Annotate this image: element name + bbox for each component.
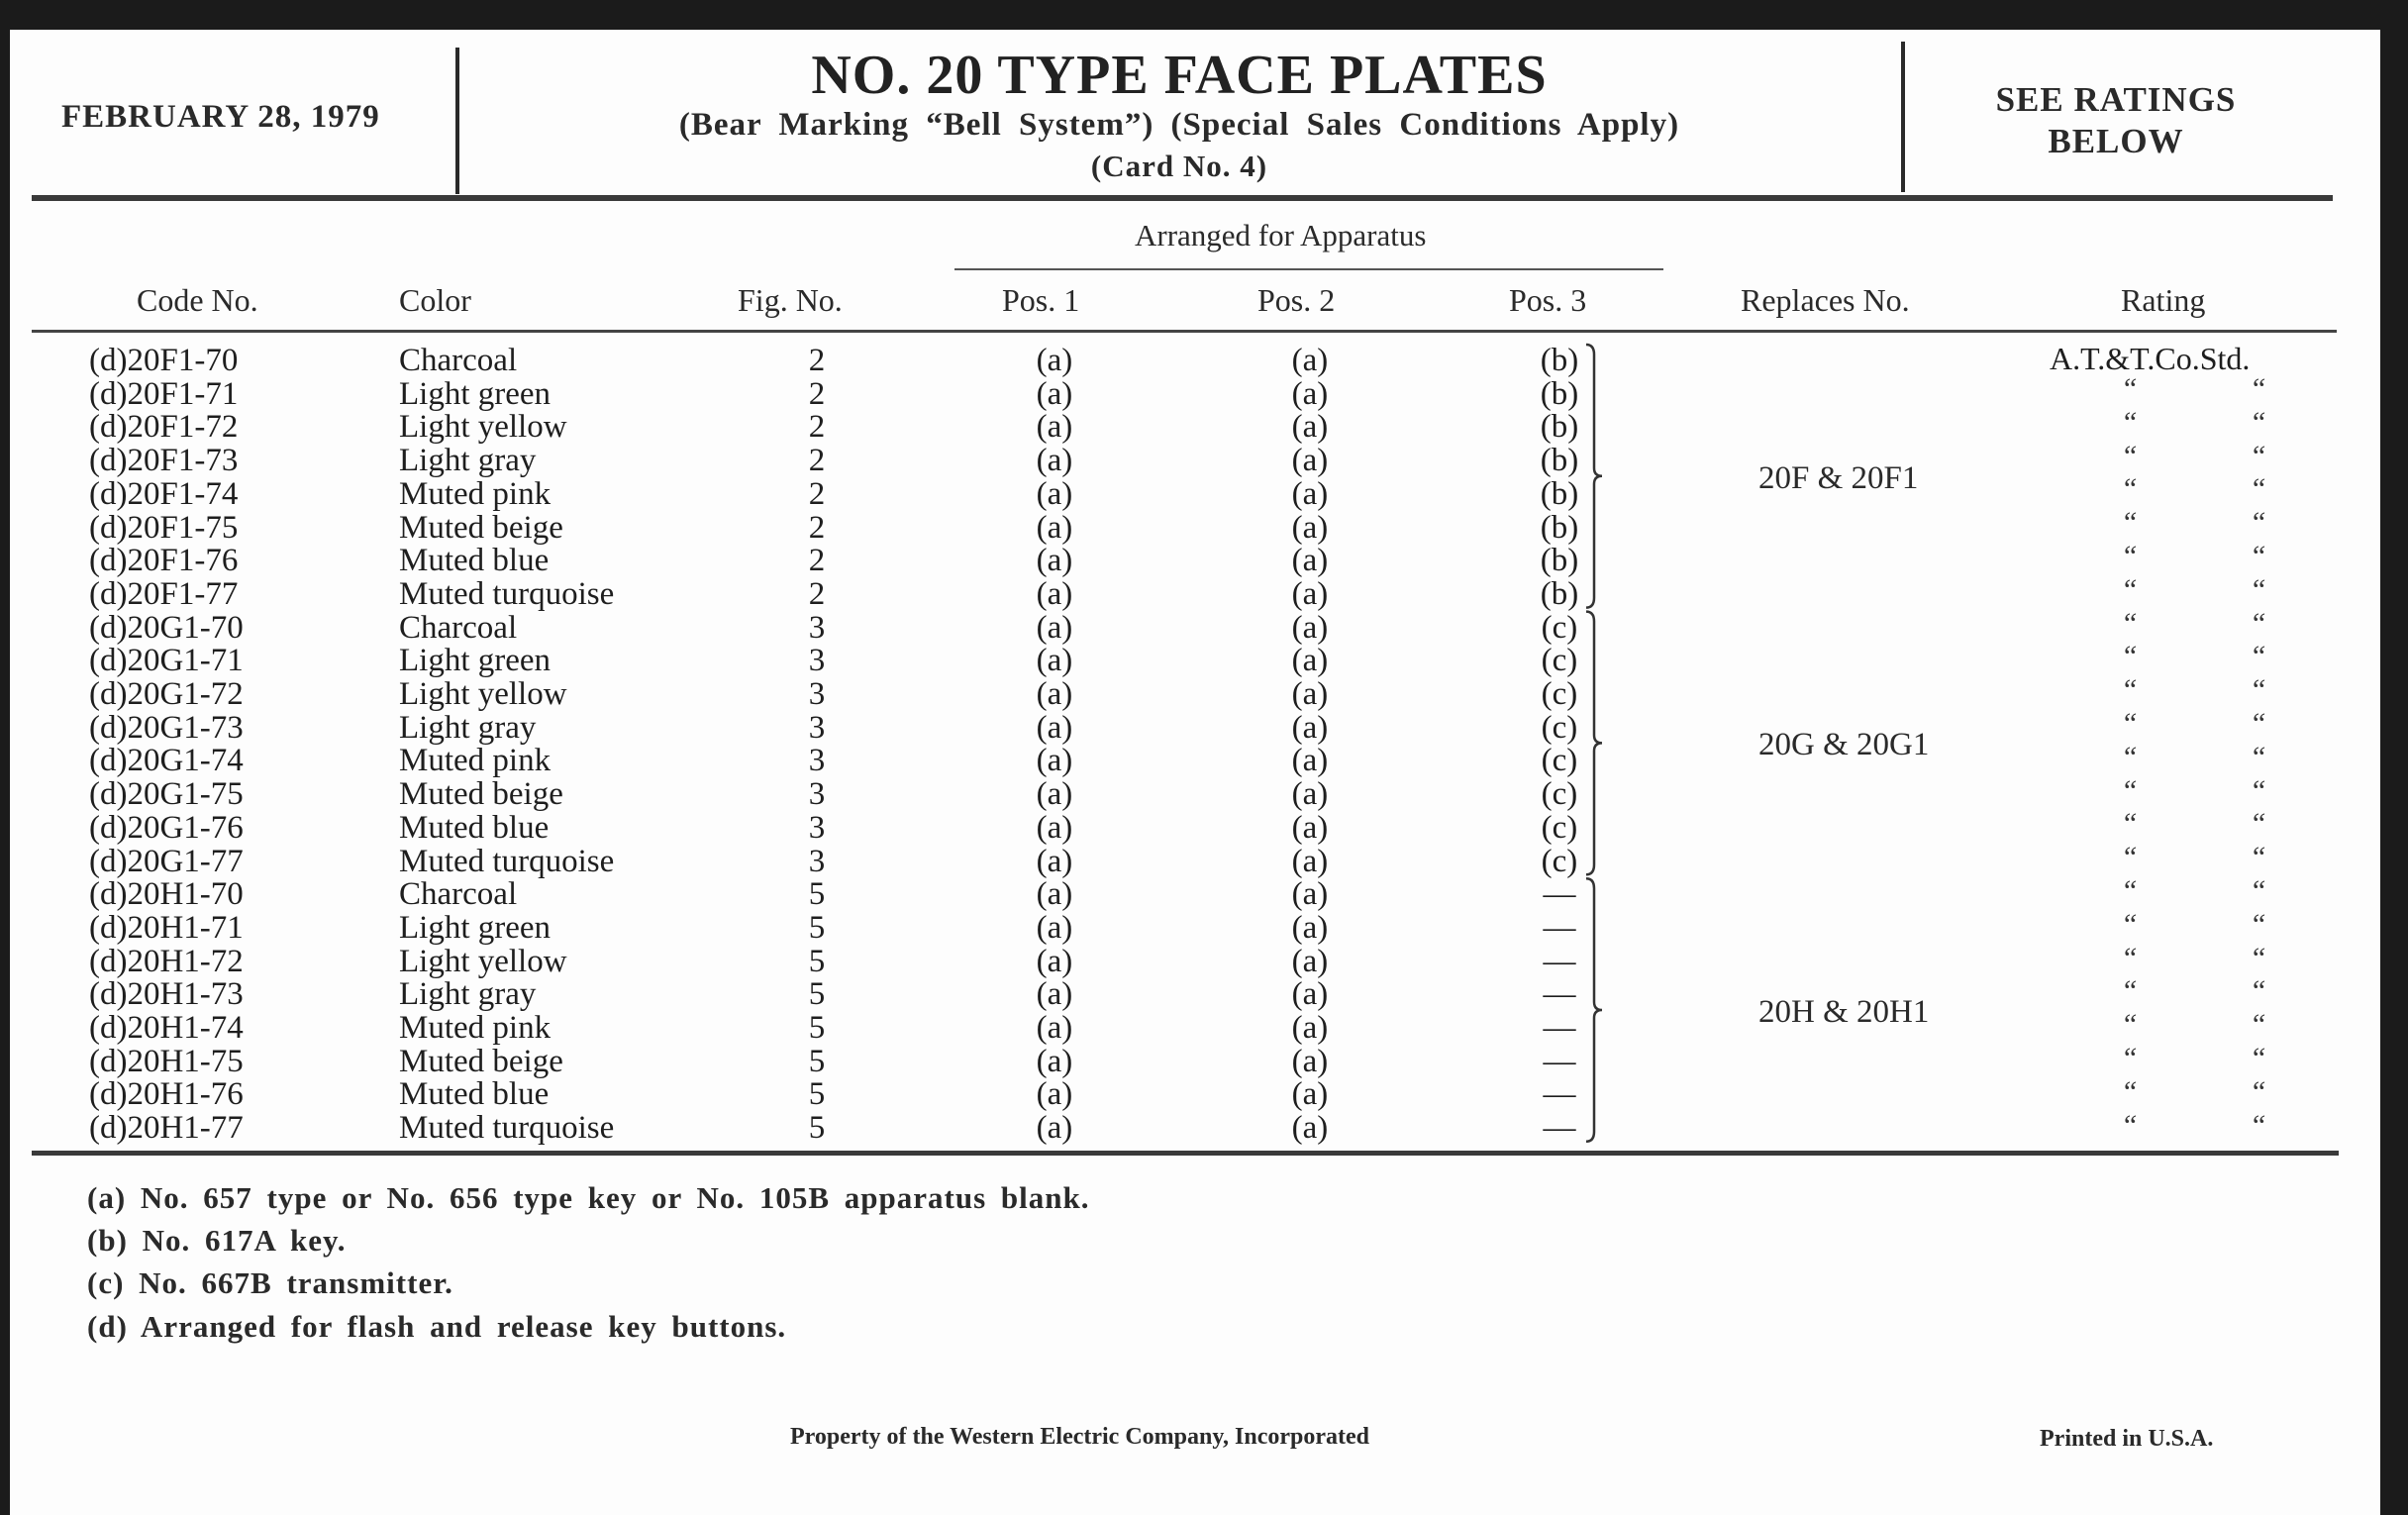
footnote-a: (a) No. 657 type or No. 656 type key or No. 105B apparatus blank.: [87, 1180, 1090, 1215]
group-brace: [1586, 878, 1602, 1142]
ditto-mark: “: [2250, 439, 2266, 472]
cell-pos3: —: [1543, 1043, 1576, 1079]
cell-code: (d)20G1-75: [89, 776, 244, 813]
cell-pos2: (a): [1291, 1010, 1329, 1046]
cell-color: Muted blue: [399, 809, 550, 846]
cell-color: Light yellow: [399, 676, 567, 712]
cell-color: Charcoal: [399, 876, 518, 913]
ditto-mark: “: [2250, 841, 2266, 874]
cell-code: (d)20F1-76: [89, 543, 239, 579]
cell-code: (d)20H1-70: [89, 876, 244, 913]
cell-code: (d)20H1-76: [89, 1076, 244, 1113]
rating-first: A.T.&T.Co.Std.: [2050, 341, 2251, 376]
cell-color: Muted blue: [399, 1076, 550, 1113]
ditto-mark: “: [2250, 707, 2266, 740]
cell-pos1: (a): [1036, 643, 1073, 679]
ditto-mark: “: [2250, 773, 2266, 807]
cell-color: Charcoal: [399, 343, 518, 378]
ditto-mark: “: [2250, 640, 2266, 673]
cell-fig: 5: [808, 1076, 826, 1113]
table-row: [10, 744, 2380, 777]
catalog-card: [10, 30, 2380, 1515]
cell-code: (d)20F1-75: [89, 509, 239, 546]
column-header-pos1: Pos. 1: [1002, 282, 1080, 318]
cell-code: (d)20H1-77: [89, 1110, 244, 1147]
ditto-mark: “: [2250, 1008, 2266, 1042]
cell-pos3: —: [1543, 1076, 1576, 1113]
ditto-mark: “: [2250, 941, 2266, 974]
group-brace: [1586, 345, 1602, 608]
table-bottom-rule: [32, 1151, 2339, 1156]
cell-pos1: (a): [1036, 509, 1073, 546]
cell-pos2: (a): [1291, 743, 1329, 779]
ditto-mark: “: [2250, 405, 2266, 439]
column-header-color: Color: [399, 282, 471, 318]
replaces-group-label: 20H & 20H1: [1758, 994, 1930, 1030]
cell-pos2: (a): [1291, 1076, 1329, 1113]
cell-pos1: (a): [1036, 943, 1073, 979]
ditto-mark: “: [2250, 606, 2266, 640]
cell-pos1: (a): [1036, 809, 1073, 846]
table-row: [10, 677, 2380, 711]
cell-pos1: (a): [1036, 743, 1073, 779]
cell-fig: 5: [808, 976, 826, 1013]
cell-code: (d)20F1-74: [89, 475, 239, 512]
table-row: [10, 1108, 2380, 1147]
cell-fig: 2: [808, 575, 826, 612]
header-rule: [32, 195, 2333, 201]
ditto-mark: “: [2121, 472, 2138, 506]
ditto-mark: “: [2121, 572, 2138, 606]
cell-color: Light yellow: [399, 409, 567, 446]
cell-pos3: (b): [1540, 475, 1579, 512]
cell-pos2: (a): [1291, 776, 1329, 813]
cell-pos3: (b): [1540, 575, 1579, 612]
cell-pos1: (a): [1036, 1110, 1073, 1147]
column-header-pos2: Pos. 2: [1257, 282, 1336, 318]
cell-pos3: (c): [1541, 643, 1578, 679]
cell-fig: 5: [808, 1043, 826, 1079]
footer-property: Property of the Western Electric Company, Incorporated: [790, 1424, 1370, 1450]
cell-color: Light yellow: [399, 943, 567, 979]
ditto-mark: “: [2121, 841, 2138, 874]
cell-color: Muted turquoise: [399, 575, 615, 612]
ditto-mark: “: [2121, 740, 2138, 773]
cell-fig: 5: [808, 1010, 826, 1046]
cell-fig: 3: [808, 609, 826, 646]
group-brace: [1586, 612, 1602, 875]
cell-pos2: (a): [1291, 575, 1329, 612]
card-number: (Card No. 4): [1090, 149, 1268, 183]
footnote-c: (c) No. 667B transmitter.: [87, 1265, 453, 1300]
cell-pos2: (a): [1291, 676, 1329, 712]
column-header-pos3: Pos. 3: [1509, 282, 1587, 318]
cell-color: Charcoal: [399, 609, 518, 646]
cell-pos1: (a): [1036, 409, 1073, 446]
ditto-mark: “: [2121, 874, 2138, 907]
cell-color: Light gray: [399, 443, 537, 479]
ditto-mark: “: [2121, 506, 2138, 540]
table-row: [10, 577, 2380, 611]
cell-pos1: (a): [1036, 443, 1073, 479]
table-row: [10, 777, 2380, 811]
cell-pos2: (a): [1291, 1043, 1329, 1079]
ditto-mark: “: [2250, 1074, 2266, 1108]
cell-pos1: (a): [1036, 375, 1073, 412]
cell-color: Light green: [399, 909, 552, 946]
cell-pos2: (a): [1291, 543, 1329, 579]
cell-code: (d)20G1-70: [89, 609, 244, 646]
ditto-mark: “: [2250, 472, 2266, 506]
cell-pos1: (a): [1036, 575, 1073, 612]
card-title: NO. 20 TYPE FACE PLATES: [811, 45, 1548, 106]
table-row: [10, 1074, 2380, 1113]
ditto-mark: “: [2121, 540, 2138, 572]
column-header-rating: Rating: [2121, 282, 2206, 318]
ditto-mark: “: [2250, 1108, 2266, 1142]
table-row: [10, 877, 2380, 911]
cell-fig: 3: [808, 709, 826, 746]
cell-pos3: (c): [1541, 709, 1578, 746]
cell-pos1: (a): [1036, 776, 1073, 813]
cell-code: (d)20G1-77: [89, 843, 244, 879]
cell-pos2: (a): [1291, 809, 1329, 846]
cell-color: Muted turquoise: [399, 1110, 615, 1147]
cell-code: (d)20F1-71: [89, 375, 239, 412]
cell-fig: 2: [808, 475, 826, 512]
cell-code: (d)20F1-72: [89, 409, 239, 446]
cell-color: Muted beige: [399, 1043, 563, 1079]
ratings-note-line2: BELOW: [2048, 122, 2184, 160]
cell-pos2: (a): [1291, 509, 1329, 546]
cell-code: (d)20H1-72: [89, 943, 244, 979]
ditto-mark: “: [2121, 1074, 2138, 1108]
cell-code: (d)20G1-72: [89, 676, 244, 712]
cell-code: (d)20H1-74: [89, 1010, 244, 1046]
cell-color: Muted turquoise: [399, 843, 615, 879]
cell-pos3: —: [1543, 1110, 1576, 1147]
table-row: [10, 377, 2380, 411]
cell-color: Muted beige: [399, 509, 563, 546]
ditto-mark: “: [2250, 506, 2266, 540]
table-row: [10, 611, 2380, 645]
cell-pos1: (a): [1036, 909, 1073, 946]
cell-fig: 2: [808, 343, 826, 378]
cell-pos3: (c): [1541, 609, 1578, 646]
ditto-mark: “: [2121, 606, 2138, 640]
cell-fig: 5: [808, 1110, 826, 1147]
cell-pos2: (a): [1291, 375, 1329, 412]
cell-color: Muted blue: [399, 543, 550, 579]
cell-fig: 2: [808, 543, 826, 579]
cell-pos1: (a): [1036, 343, 1073, 378]
cell-pos1: (a): [1036, 876, 1073, 913]
cell-fig: 3: [808, 743, 826, 779]
cell-pos1: (a): [1036, 676, 1073, 712]
column-header-rule: [32, 330, 2337, 333]
card-subtitle: (Bear Marking “Bell System”) (Special Sales Conditions Apply): [678, 107, 1680, 143]
cell-pos2: (a): [1291, 443, 1329, 479]
ditto-mark: “: [2250, 807, 2266, 841]
ditto-mark: “: [2250, 874, 2266, 907]
cell-color: Muted pink: [399, 743, 552, 779]
cell-pos2: (a): [1291, 976, 1329, 1013]
cell-pos3: —: [1543, 909, 1576, 946]
cell-code: (d)20H1-75: [89, 1043, 244, 1079]
cell-pos3: (b): [1540, 443, 1579, 479]
cell-fig: 2: [808, 509, 826, 546]
cell-pos3: (c): [1541, 776, 1578, 813]
card-date: FEBRUARY 28, 1979: [61, 99, 380, 135]
group-header-underline: [954, 268, 1663, 270]
ditto-mark: “: [2121, 974, 2138, 1008]
cell-pos3: (c): [1541, 809, 1578, 846]
ditto-mark: “: [2121, 372, 2138, 405]
column-header-fig: Fig. No.: [738, 282, 843, 318]
ratings-note: [1903, 79, 2329, 162]
ditto-mark: “: [2121, 907, 2138, 941]
cell-fig: 3: [808, 809, 826, 846]
ditto-mark: “: [2121, 405, 2138, 439]
table-row: [10, 977, 2380, 1011]
cell-pos1: (a): [1036, 543, 1073, 579]
cell-color: Muted pink: [399, 1010, 552, 1046]
cell-pos3: (b): [1540, 343, 1579, 378]
cell-fig: 5: [808, 876, 826, 913]
cell-fig: 5: [808, 909, 826, 946]
column-header-replaces: Replaces No.: [1741, 282, 1910, 318]
ditto-mark: “: [2250, 673, 2266, 707]
cell-pos3: (c): [1541, 743, 1578, 779]
cell-pos1: (a): [1036, 709, 1073, 746]
table-row: [10, 1045, 2380, 1078]
cell-code: (d)20F1-73: [89, 443, 239, 479]
cell-pos2: (a): [1291, 475, 1329, 512]
ditto-mark: “: [2250, 907, 2266, 941]
column-header-code: Code No.: [137, 282, 258, 318]
ditto-mark: “: [2121, 640, 2138, 673]
cell-pos2: (a): [1291, 876, 1329, 913]
cell-pos3: (b): [1540, 409, 1579, 446]
cell-pos1: (a): [1036, 843, 1073, 879]
cell-pos1: (a): [1036, 1076, 1073, 1113]
ditto-mark: “: [2250, 1042, 2266, 1074]
ratings-note-line1: SEE RATINGS: [1995, 80, 2237, 119]
table-row: [10, 945, 2380, 978]
cell-fig: 2: [808, 375, 826, 412]
cell-fig: 5: [808, 943, 826, 979]
footnote-d: (d) Arranged for flash and release key buttons.: [87, 1309, 787, 1344]
ditto-mark: “: [2250, 572, 2266, 606]
cell-pos3: —: [1543, 943, 1576, 979]
table-row: [10, 845, 2380, 878]
ditto-mark: “: [2250, 372, 2266, 405]
cell-pos3: (b): [1540, 509, 1579, 546]
ditto-mark: “: [2250, 540, 2266, 572]
ditto-mark: “: [2121, 707, 2138, 740]
cell-code: (d)20G1-74: [89, 743, 244, 779]
footnote-b: (b) No. 617A key.: [87, 1223, 347, 1258]
ditto-mark: “: [2121, 673, 2138, 707]
table-row: [10, 544, 2380, 577]
cell-pos3: (b): [1540, 543, 1579, 579]
ditto-mark: “: [2121, 941, 2138, 974]
cell-pos1: (a): [1036, 475, 1073, 512]
table-row: [10, 444, 2380, 477]
ditto-mark: “: [2121, 773, 2138, 807]
cell-pos3: (b): [1540, 375, 1579, 412]
table-row: [10, 811, 2380, 845]
table-row: [10, 644, 2380, 677]
cell-pos3: —: [1543, 876, 1576, 913]
ditto-mark: “: [2250, 740, 2266, 773]
group-braces: [1584, 343, 1624, 1155]
cell-pos3: —: [1543, 1010, 1576, 1046]
cell-pos2: (a): [1291, 943, 1329, 979]
cell-pos2: (a): [1291, 409, 1329, 446]
cell-fig: 3: [808, 676, 826, 712]
table-row: [10, 911, 2380, 945]
cell-color: Light green: [399, 375, 552, 412]
cell-pos2: (a): [1291, 843, 1329, 879]
cell-fig: 3: [808, 843, 826, 879]
cell-code: (d)20F1-77: [89, 575, 239, 612]
cell-code: (d)20G1-76: [89, 809, 244, 846]
cell-color: Muted pink: [399, 475, 552, 512]
footer-printed: Printed in U.S.A.: [2040, 1426, 2214, 1452]
cell-pos3: (c): [1541, 676, 1578, 712]
cell-pos2: (a): [1291, 709, 1329, 746]
cell-pos3: (c): [1541, 843, 1578, 879]
table-row: [10, 511, 2380, 545]
cell-pos2: (a): [1291, 909, 1329, 946]
group-header-arranged-for-apparatus: Arranged for Apparatus: [1135, 218, 1427, 252]
cell-code: (d)20G1-71: [89, 643, 244, 679]
table-row: [10, 477, 2380, 511]
ditto-mark: “: [2121, 807, 2138, 841]
table-row: [10, 711, 2380, 745]
cell-code: (d)20F1-70: [89, 343, 239, 378]
replaces-group-label: 20F & 20F1: [1758, 459, 1919, 496]
replaces-group-label: 20G & 20G1: [1758, 727, 1930, 763]
cell-fig: 2: [808, 409, 826, 446]
cell-color: Light gray: [399, 709, 537, 746]
cell-code: (d)20G1-73: [89, 709, 244, 746]
ditto-mark: “: [2121, 1108, 2138, 1142]
cell-code: (d)20H1-73: [89, 976, 244, 1013]
ditto-mark: “: [2250, 974, 2266, 1008]
cell-pos1: (a): [1036, 1010, 1073, 1046]
cell-pos2: (a): [1291, 609, 1329, 646]
cell-pos2: (a): [1291, 643, 1329, 679]
cell-code: (d)20H1-71: [89, 909, 244, 946]
table-row: [10, 344, 2380, 377]
cell-color: Muted beige: [399, 776, 563, 813]
cell-color: Light gray: [399, 976, 537, 1013]
cell-fig: 2: [808, 443, 826, 479]
cell-fig: 3: [808, 643, 826, 679]
cell-pos3: —: [1543, 976, 1576, 1013]
ditto-mark: “: [2121, 1042, 2138, 1074]
cell-pos2: (a): [1291, 343, 1329, 378]
cell-pos1: (a): [1036, 609, 1073, 646]
table-row: [10, 410, 2380, 444]
ditto-mark: “: [2121, 439, 2138, 472]
cell-pos2: (a): [1291, 1110, 1329, 1147]
ditto-mark: “: [2121, 1008, 2138, 1042]
cell-pos1: (a): [1036, 976, 1073, 1013]
cell-fig: 3: [808, 776, 826, 813]
cell-pos1: (a): [1036, 1043, 1073, 1079]
cell-color: Light green: [399, 643, 552, 679]
table-row: [10, 1011, 2380, 1045]
